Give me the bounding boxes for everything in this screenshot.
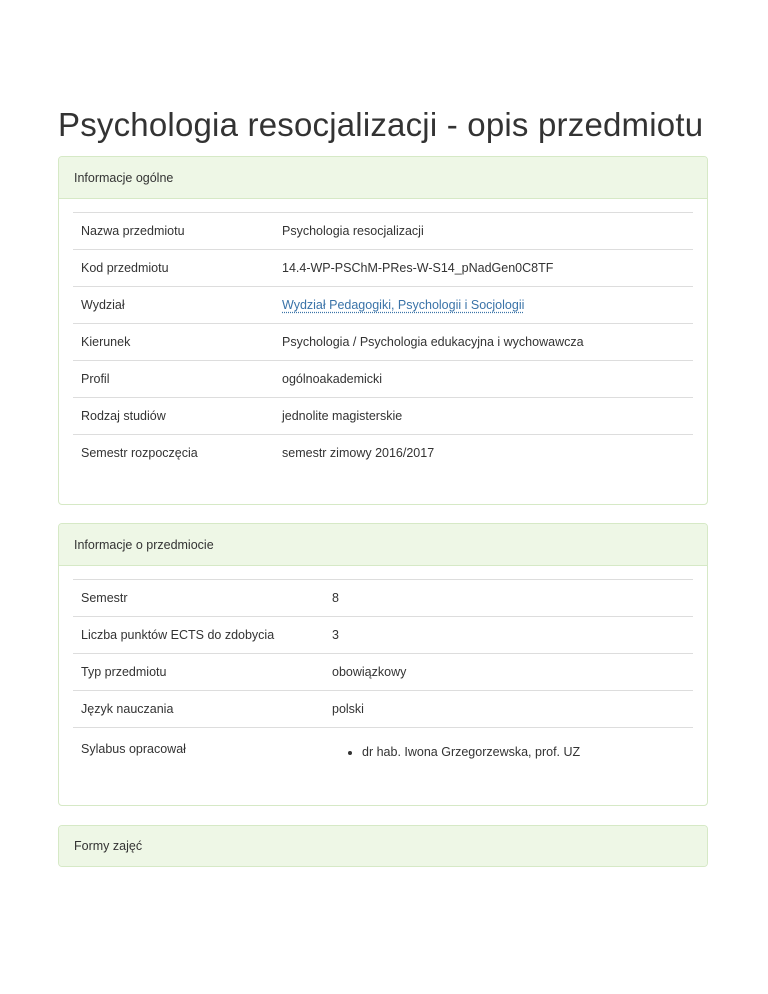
row-label: Nazwa przedmiotu [73,213,274,250]
table-row [73,691,693,728]
general-info-heading: Informacje ogólne [59,157,707,199]
table-row [73,398,693,435]
row-label: Wydział [73,287,274,324]
row-label: Typ przedmiotu [73,654,324,691]
table-row [73,361,693,398]
course-info-table [73,579,693,770]
row-label: Kierunek [73,324,274,361]
row-value: Psychologia / Psychologia edukacyjna i wychowawcza [274,324,693,361]
row-label: Rodzaj studiów [73,398,274,435]
row-value: obowiązkowy [324,654,693,691]
row-value [274,287,693,324]
row-label: Liczba punktów ECTS do zdobycia [73,617,324,654]
authors-list [332,745,685,759]
row-value: ogólnoakademicki [274,361,693,398]
course-info-panel [58,523,708,806]
row-value: 8 [324,580,693,617]
row-value [324,728,693,771]
row-value: jednolite magisterskie [274,398,693,435]
table-row [73,654,693,691]
row-label: Język nauczania [73,691,324,728]
row-value: semestr zimowy 2016/2017 [274,435,693,472]
row-label: Sylabus opracował [73,728,324,771]
row-label: Semestr [73,580,324,617]
row-value: polski [324,691,693,728]
row-value: 3 [324,617,693,654]
row-value: 14.4-WP-PSChM-PRes-W-S14_pNadGen0C8TF [274,250,693,287]
table-row [73,250,693,287]
forms-heading: Formy zajęć [59,826,707,866]
row-label: Kod przedmiotu [73,250,274,287]
table-row [73,580,693,617]
table-row [73,324,693,361]
general-info-table [73,212,693,471]
row-label: Profil [73,361,274,398]
row-value: Psychologia resocjalizacji [274,213,693,250]
table-row [73,435,693,472]
table-row [73,728,693,771]
table-row [73,213,693,250]
row-label: Semestr rozpoczęcia [73,435,274,472]
general-info-panel [58,156,708,505]
forms-panel [58,825,708,867]
faculty-link[interactable]: Wydział Pedagogiki, Psychologii i Socjologii [282,298,525,312]
page-title: Psychologia resocjalizacji - opis przedmiotu [58,106,704,143]
table-row [73,617,693,654]
table-row [73,287,693,324]
list-item: • dr hab. Iwona Grzegorzewska, prof. UZ [362,745,685,759]
course-info-heading: Informacje o przedmiocie [59,524,707,566]
